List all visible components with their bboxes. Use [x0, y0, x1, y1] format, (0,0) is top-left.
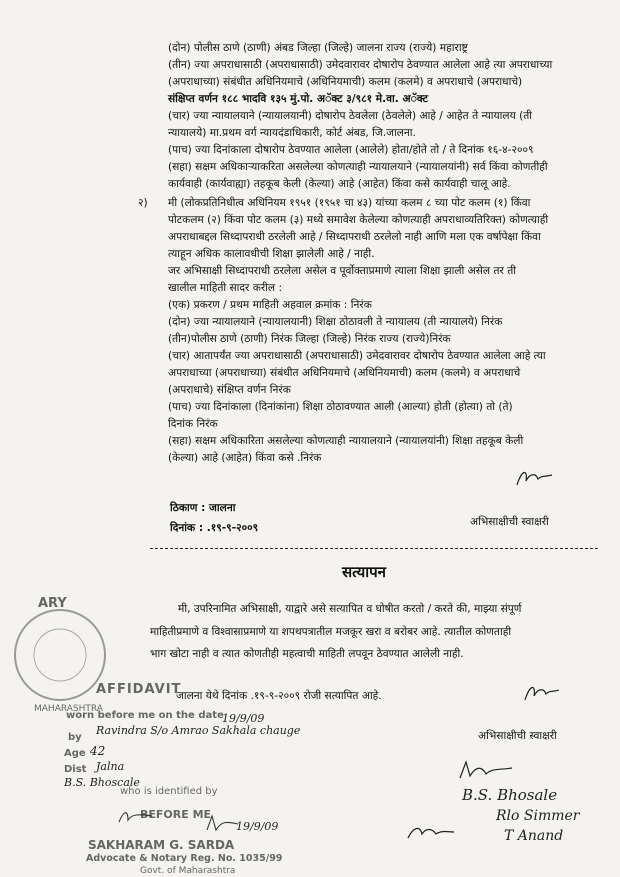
line-20: अपराधाच्या (अपराधाच्या) संबंधीत अधिनियमाचे (अधिनियमाची) कलम (कलमे) व अपराधाचे — [168, 367, 521, 379]
place-label: ठिकाण : जालना — [170, 502, 236, 514]
date-label: दिनांक : .१९-९-२००९ — [170, 522, 259, 534]
line-2: (तीन) ज्या अपराधासाठी (अपराधासाठी) उमेदवारावर दोषारोप ठेवण्यात आलेला आहे त्या अपराधाच्या — [168, 59, 553, 71]
witness-scribble — [404, 820, 458, 844]
stamp-govt: Govt. of Maharashtra — [140, 866, 236, 876]
line-25: (केल्या) आहे (आहेत) किंवा कसे .निरंक — [168, 452, 322, 464]
stamp-dist: Dist — [64, 764, 87, 775]
signature-mark-2 — [522, 680, 562, 706]
line-8: (सहा) सक्षम अधिकाऱ्याकरिता असलेल्या कोणत्याही न्यायालयाने (न्यायालयांनी) सर्व किंवा कोणतीही — [168, 161, 548, 173]
verified-line: जालना येथे दिनांक .१९-९-२००९ रोजी सत्यापित आहे. — [176, 690, 382, 702]
line-24: (सहा) सक्षम अधिकारिता असलेल्या कोणत्याही न्यायालयाने (न्यायालयांनी) शिक्षा तहकूब केली — [168, 435, 524, 447]
verification-line-2: माहितीप्रमाणे व विश्वासाप्रमाणे या शपथपत्रातील मजकूर खरा व बरोबर आहे. त्यातील कोणताही — [150, 626, 512, 638]
line-17: (दोन) ज्या न्यायालयाने (न्यायालयानी) शिक्षा ठोठावली ते न्यायालय (ती न्यायालये) निरंक — [168, 316, 503, 328]
line-22: (पाच) ज्या दिनांकाला (दिनांकांना) शिक्षा ठोठावण्यात आली (आल्या) होती (होत्या) तो (ते) — [168, 401, 513, 413]
item-number: २) — [138, 197, 148, 209]
line-19: (चार) आतापर्यंत ज्या अपराधासाठी (अपराधासाठी) उमेदवारावर दोषारोप ठेवण्यात आलेला आहे त्या — [168, 350, 546, 362]
line-7: (पाच) ज्या दिनांकाला दोषारोप ठेवण्यात आलेला (आलेले) होता/होते तो / ते दिनांक १६-४-२००९ — [168, 144, 534, 156]
stamp-sworn: worn before me on the date — [66, 710, 224, 721]
hw-date-2: 19/9/09 — [236, 820, 279, 833]
line-5: (चार) ज्या न्यायालयाने (न्यायालयानी) दोषारोप ठेवलेला (ठेवलेले) आहे / आहेत ते न्यायालय (ती — [168, 110, 532, 122]
hw-by-name: Ravindra S/o Amrao Sakhala chauge — [96, 724, 301, 737]
hw-age: 42 — [90, 744, 106, 758]
stamp-identified: who is identified by — [120, 786, 218, 797]
hw-identifier: B.S. Bhoscale — [64, 776, 140, 789]
stamp-notary-name: SAKHARAM G. SARDA — [88, 838, 235, 852]
line-11: पोटकलम (२) किंवा पोट कलम (३) मध्ये समावेश केलेल्या कोणत्याही अपराधाव्यतिरिक्त) कोणत्याही — [168, 214, 549, 226]
stamp-affidavit: AFFIDAVIT — [96, 682, 182, 697]
verification-heading: सत्यापन — [342, 563, 386, 581]
hw-date-1: 19/9/09 — [222, 712, 265, 725]
line-14: जर अभिसाक्षी सिध्दापराधी ठरलेला असेल व पूर्वोक्ताप्रमाणे त्याला शिक्षा झाली असेल तर ती — [168, 265, 516, 277]
line-3: (अपराधाच्या) संबंधीत अधिनियमाचे (अधिनियमाची) कलम (कलमे) व अपराधाचे (अपराधाचे) — [168, 76, 523, 88]
line-12: अपराधाबद्दल सिध्दापराधी ठरलेली आहे / सिध्दापराधी ठरलेलो नाही आणि मला एक वर्षापेक्षा किंवा — [168, 231, 541, 243]
line-16: (एक) प्रकरण / प्रथम माहिती अहवाल क्रमांक : निरंक — [168, 299, 372, 311]
notary-initials — [116, 806, 156, 826]
stamp-before-me: BEFORE ME — [140, 808, 212, 821]
line-23: दिनांक निरंक — [168, 418, 218, 430]
stamp-side-fragment: MAHARASHTRA — [34, 704, 103, 714]
line-10: मी (लोकप्रतिनिधीत्व अधिनियम १९५१ (१९५१ चा ४३) यांच्या कलम ८ च्या पोट कलम (१) किंवा — [168, 197, 531, 209]
line-1: (दोन) पोलीस ठाणे (ठाणी) अंबड जिल्हा (जिल्हे) जालना राज्य (राज्ये) महाराष्ट्र — [168, 42, 468, 54]
signature-mark-1 — [514, 465, 556, 491]
hw-witness-3: T Anand — [504, 828, 564, 844]
line-9: कार्यवाही (कार्यवाह्या) तहकूब केली (केल्या) आहे (आहेत) किंवा कसे कार्यवाही चालू आहे. — [168, 178, 511, 190]
line-6: न्यायालये) मा.प्रथम वर्ग न्यायदंडाधिकारी, कोर्ट अंबड, जि.जालना. — [168, 127, 416, 139]
line-13: त्याहून अधिक कालावधीची शिक्षा झालेली आहे / नाही. — [168, 248, 375, 260]
stamp-by: by — [68, 732, 82, 743]
line-18: (तीन)पोलीस ठाणे (ठाणी) निरंक जिल्हा (जिल्हे) निरंक राज्य (राज्ये)निरंक — [168, 333, 451, 345]
notary-signature — [204, 812, 240, 834]
stamp-top-fragment: ARY — [38, 596, 67, 611]
verification-line-1: मी, उपरिनामित अभिसाक्षी, याद्वारे असे सत्यापित व घोषीत करतो / करते की, माझ्या संपूर्ण — [178, 603, 522, 615]
hw-witness-2: Rlo Simmer — [496, 808, 580, 824]
witness-signature — [456, 758, 516, 782]
hw-dist: Jalna — [96, 760, 125, 773]
stamp-age: Age — [64, 748, 86, 759]
stamp-registration: Advocate & Notary Reg. No. 1035/99 — [86, 853, 283, 864]
line-4: संक्षिप्त वर्णन १८८ भादवि १३५ मुं.पो. अॅक्ट ३/९८१ मे.वा. अॅक्ट — [168, 93, 428, 105]
divider — [150, 548, 598, 549]
line-15: खालील माहिती सादर करील : — [168, 282, 283, 294]
deponent-signature-caption: अभिसाक्षीची स्वाक्षरी — [470, 516, 549, 528]
hw-witness-1: B.S. Bhosale — [462, 786, 558, 804]
deponent-signature-caption-2: अभिसाक्षीची स्वाक्षरी — [478, 730, 557, 742]
line-21: (अपराधाचे) संक्षिप्त वर्णन निरंक — [168, 384, 291, 396]
verification-line-3: भाग खोटा नाही व त्यात कोणतीही महत्वाची माहिती लपवून ठेवण्यात आलेली नाही. — [150, 648, 464, 660]
